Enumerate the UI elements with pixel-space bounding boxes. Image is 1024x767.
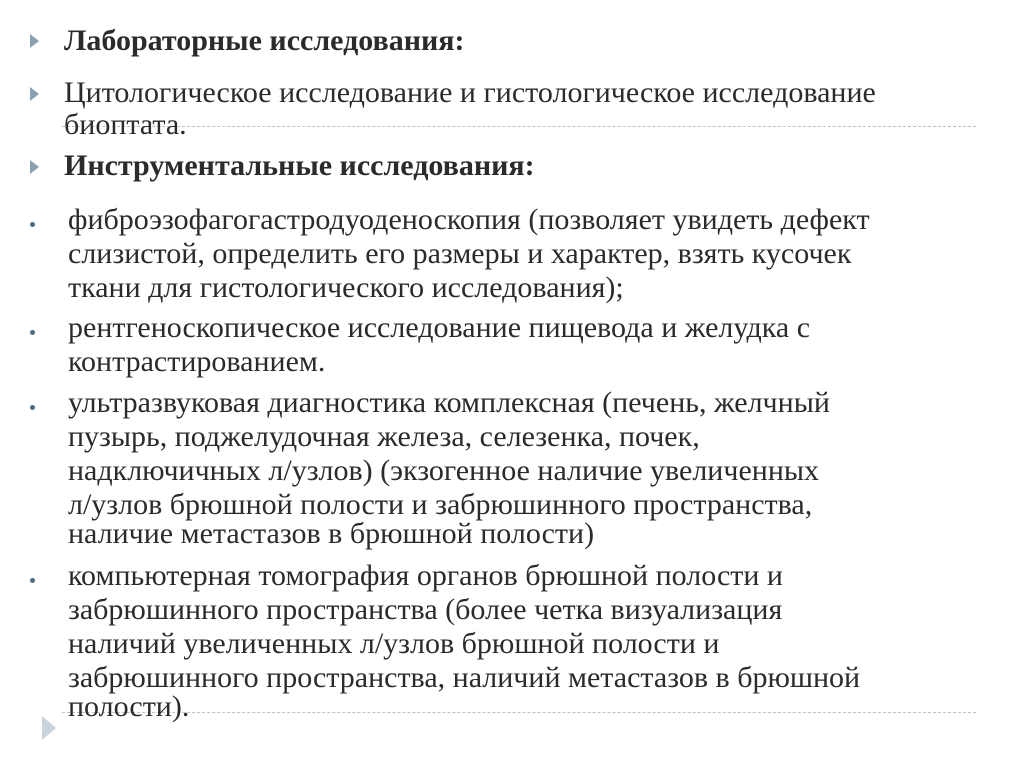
bullet-line: слизистой, определить его размеры и характер, взять кусочек [68,237,852,270]
bullet-line: фиброэзофагогастродуоденоскопия (позволяет увидеть дефект [68,203,870,236]
dot-bullet-icon [30,330,35,335]
next-slide-icon[interactable] [42,716,56,740]
dot-bullet-icon [30,222,35,227]
divider-line-top [62,126,976,127]
bullet-line: надключичных л/узлов) (экзогенное наличие увеличенных [68,454,820,487]
bullet-line: ткани для гистологического исследования); [68,271,624,304]
bullet-line: наличий увеличенных л/узлов брюшной полости и [68,627,720,660]
bullet-line: л/узлов брюшной полости и забрюшинного пространства, [68,488,813,521]
divider-line-bottom [62,712,976,713]
bullet-line: забрюшинного пространства (более четка визуализация [68,593,783,626]
bullet-line: наличие метастазов в брюшной полости) [68,517,595,550]
bullet-line: забрюшинного пространства, наличий метастазов в брюшной [68,661,861,694]
dot-bullet-icon [30,578,35,583]
dot-bullet-icon [30,405,35,410]
bullet-line: рентгеноскопическое исследование пищевода и желудка с [68,311,811,344]
heading-instrumental: Инструментальные исследования: [64,149,535,182]
bullet-line: ультразвуковая диагностика комплексная (печень, желчный [68,386,830,419]
bullet-line: полости). [68,690,190,723]
bullet-line: контрастированием. [68,345,326,378]
cytology-line: Цитологическое исследование и гистологическое исследование [64,76,876,109]
bullet-line: пузырь, поджелудочная железа, селезенка, почек, [68,420,700,453]
cytology-line: биоптата. [64,108,187,141]
bullet-line: компьютерная томография органов брюшной полости и [68,559,783,592]
triangle-bullet-icon [30,87,39,101]
heading-laboratory: Лабораторные исследования: [64,24,465,57]
triangle-bullet-icon [30,160,39,174]
triangle-bullet-icon [30,34,39,48]
